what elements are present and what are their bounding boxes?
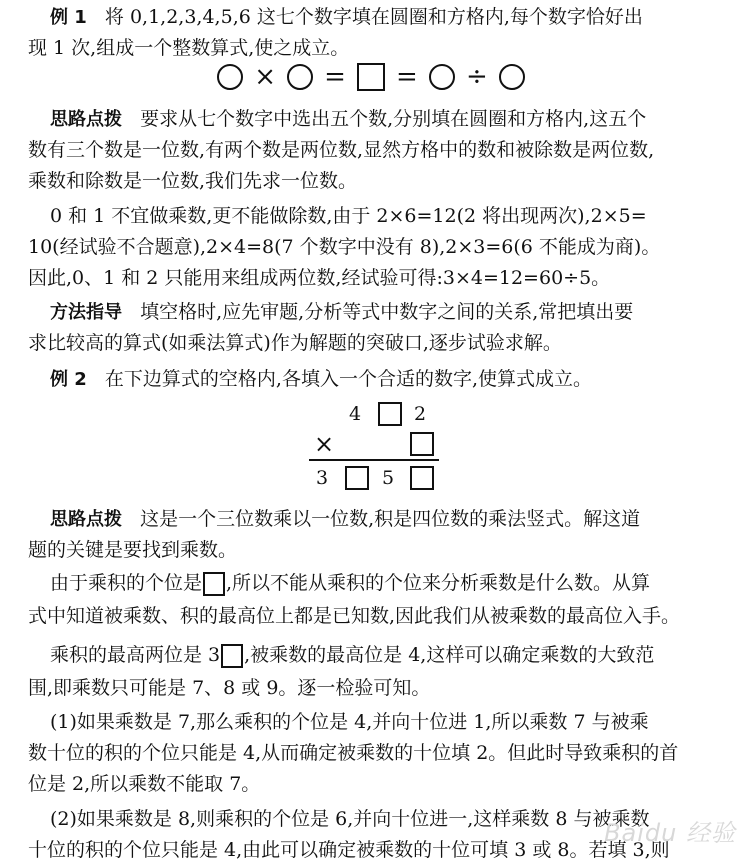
blank-square: [357, 63, 385, 91]
example2-hint-label: 思路点拨: [50, 509, 122, 530]
example2-hint-line1: [50, 506, 740, 533]
example1-line2: 现 1 次,组成一个整数算式,使之成立。: [28, 37, 350, 59]
example1-hint-text1: 要求从七个数字中选出五个数,分别填在圆圈和方格内,这五个: [140, 108, 647, 130]
example1-text1: 将 0,1,2,3,4,5,6 这七个数字填在圆圈和方格内,每个数字恰好出: [104, 6, 643, 28]
blank-circle-1: [217, 64, 243, 90]
inline-blank-box-2: [221, 644, 243, 668]
blank-multiplier: [410, 432, 434, 456]
multiplicand-digit-ones: 2: [414, 403, 427, 425]
example2-p4-line1: (2)如果乘数是 8,则乘积的个位是 6,并向十位进一,这样乘数 8 与被乘数: [50, 808, 650, 830]
example1-method-text1: 填空格时,应先审题,分析等式中数字之间的关系,常把填出要: [140, 301, 634, 323]
example1-hint-line1: [50, 106, 740, 133]
equals-symbol-2: =: [396, 62, 418, 92]
example2-p2-line1: [50, 642, 740, 668]
example1-method-line2: 求比较高的算式(如乘法算式)作为解题的突破口,逐步试验求解。: [28, 332, 562, 354]
times-symbol: ×: [254, 62, 277, 92]
p1-text-b: ,所以不能从乘积的个位来分析乘数是什么数。从算: [226, 572, 651, 594]
example1-label: 例 1: [50, 7, 87, 28]
inline-blank-box-1: [203, 572, 225, 596]
example2-p1-line2: 式中知道被乘数、积的最高位上都是已知数,因此我们从被乘数的最高位入手。: [28, 605, 681, 627]
watermark: Baidu 经验: [604, 819, 736, 847]
example1-para-line2: 10(经试验不合题意),2×4=8(7 个数字中没有 8),2×3=6(6 不能成为商)。: [28, 236, 661, 258]
product-digit-tens: 5: [382, 467, 395, 489]
divide-symbol: ÷: [465, 62, 488, 92]
example2-hint-text1: 这是一个三位数乘以一位数,积是四位数的乘法竖式。解这道: [140, 508, 641, 530]
example1-method-line1: [50, 299, 740, 326]
multiplicand-digit-hundreds: 4: [349, 403, 362, 425]
example2-p3-line3: 位是 2,所以乘数不能取 7。: [28, 773, 261, 795]
example2-p3-line2: 数十位的积的个位只能是 4,从而确定被乘数的十位填 2。但此时导致乘积的首: [28, 742, 679, 764]
example1-method-label: 方法指导: [50, 302, 122, 323]
example2-text1: 在下边算式的空格内,各填入一个合适的数字,使算式成立。: [104, 368, 593, 390]
example2-line1: [50, 366, 740, 393]
blank-circle-2: [287, 64, 313, 90]
example2-label: 例 2: [50, 369, 87, 390]
blank-circle-4: [499, 64, 525, 90]
example1-equation: [0, 62, 742, 92]
blank-circle-3: [429, 64, 455, 90]
example1-para-line3: 因此,0、1 和 2 只能用来组成两位数,经试验可得:3×4=12=60÷5。: [28, 267, 611, 289]
example1-para-line1: 0 和 1 不宜做乘数,更不能做除数,由于 2×6=12(2 将出现两次),2×5=: [50, 205, 647, 227]
example1-hint-line3: 乘数和除数是一位数,我们先求一位数。: [28, 170, 358, 192]
example2-p3-line1: (1)如果乘数是 7,那么乘积的个位是 4,并向十位进 1,所以乘数 7 与被乘: [50, 711, 649, 733]
example2-hint-line2: 题的关键是要找到乘数。: [28, 539, 238, 561]
p2-text-a: 乘积的最高两位是 3: [50, 644, 221, 666]
times-sign: ×: [314, 430, 335, 458]
product-line: [309, 459, 439, 461]
example1-line1: [50, 4, 740, 31]
equals-symbol-1: =: [324, 62, 346, 92]
p1-text-a: 由于乘积的个位是: [50, 572, 203, 594]
product-digit-thousands: 3: [316, 467, 329, 489]
blank-product-hundreds: [345, 466, 369, 490]
example1-hint-line2: 数有三个数是一位数,有两个数是两位数,显然方格中的数和被除数是两位数,: [28, 139, 655, 161]
p2-text-b: ,被乘数的最高位是 4,这样可以确定乘数的大致范: [244, 644, 655, 666]
blank-multiplicand-tens: [378, 402, 402, 426]
example2-p2-line2: 围,即乘数只可能是 7、8 或 9。逐一检验可知。: [28, 677, 431, 699]
example2-p1-line1: [50, 570, 740, 596]
example1-hint-label: 思路点拨: [50, 109, 122, 130]
blank-product-ones: [410, 466, 434, 490]
example2-p4-line2: 十位的积的个位只能是 4,由此可以确定被乘数的十位可填 3 或 8。若填 3,则: [28, 839, 670, 861]
